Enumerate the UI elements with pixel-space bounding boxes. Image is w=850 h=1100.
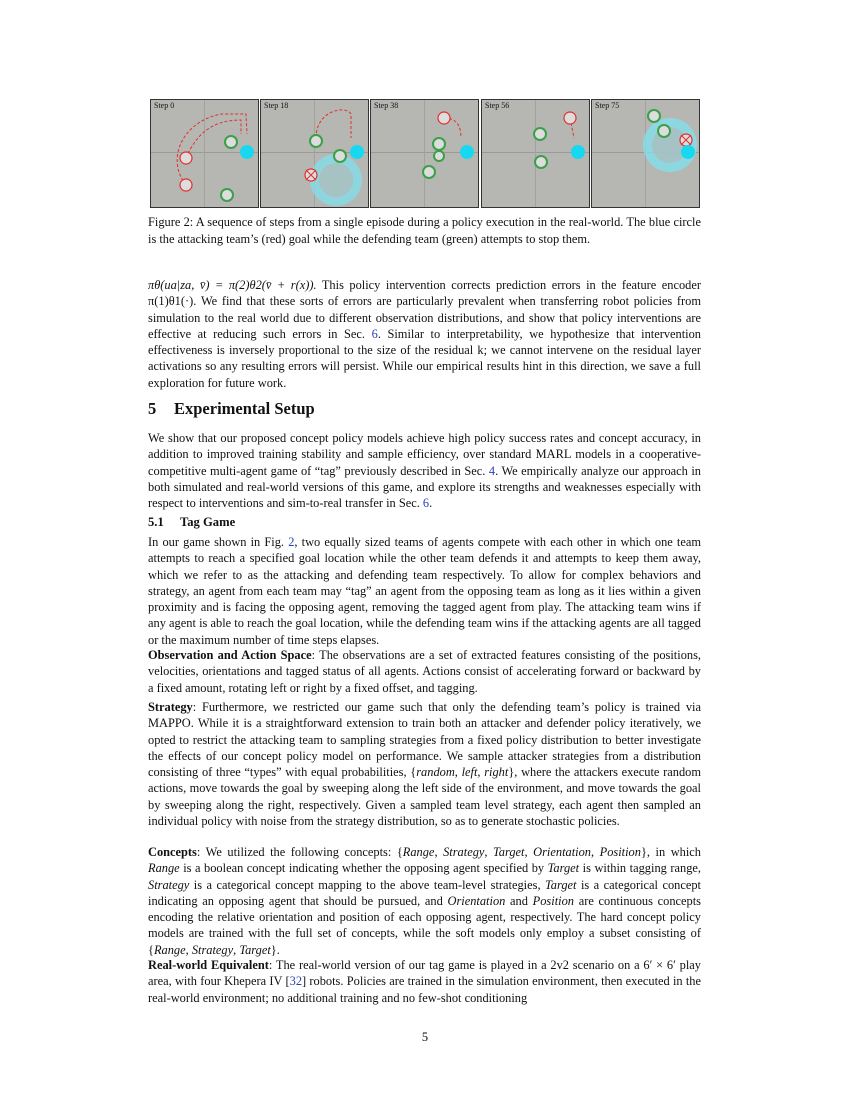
step-panel [481, 99, 590, 208]
arena-image [151, 100, 258, 207]
subsection-heading: 5.1 Tag Game [148, 515, 236, 529]
section-ref-link[interactable]: 6 [422, 496, 430, 511]
figure-2 [150, 99, 700, 208]
panel-label: Step 18 [264, 101, 289, 110]
citation-link[interactable]: 32 [289, 974, 303, 989]
step-panel [260, 99, 369, 208]
panel-label: Step 56 [485, 101, 510, 110]
section-ref-link[interactable]: 6 [371, 326, 378, 341]
section-ref-link[interactable]: 4 [488, 463, 496, 478]
panel-label: Step 38 [374, 101, 399, 110]
page-number: 5 [421, 1030, 429, 1044]
concepts-paragraph: Concepts: We utilized the following concepts: {Range, Strategy, Target, Orientation, Position}, in which Range is a boolean concept indicating whether the opposing agent specified by Target is within tagging range, Strategy is a categorical concept mapping to the above team-level strategies, Target is a categorical concept indicating an opposing agent that should be pursued, and Orientation and Position are continuous concepts encoding the relative orientation and position of each opposing agent, respectively. The hard concept policy models are trained with the full set of concepts, while the soft models only employ a subset consisting of {Range, Strategy, Target}. [148, 845, 702, 957]
step-panel [370, 99, 479, 208]
panel-label: Step 0 [154, 101, 175, 110]
figure-caption: Figure 2: A sequence of steps from a single episode during a policy execution in the real-world. The blue circle is the attacking team’s (red) goal while the defending team (green) attempts to stop them. [148, 215, 701, 246]
observation-paragraph: Observation and Action Space: The observations are a set of extracted features consisting of the positions, velocities, orientations and tagged status of all agents. Actions consist of accelerating forward or backward by a fixed amount, rotating left or right by a fixed offset, and tagging. [148, 648, 702, 695]
real-world-paragraph: Real-world Equivalent: The real-world version of our tag game is played in a 2v2 scenario on a 6′ × 6′ play area, with four Khepera IV [32] robots. Policies are trained in the simulation environment, then executed in the real-world environment; no additional training and no few-shot conditioning [148, 958, 701, 1005]
arena-image [261, 100, 368, 207]
tag-game-paragraph: In our game shown in Fig. 2, two equally sized teams of agents compete with each other in which one team attempts to reach a specified goal location while the other team defends it and attempts to keep them away, which we refer to as the attacking and defending team respectively. To allow for complex behaviors and strategy, an agent from each team may “tag” an agent from the opposing team as long as it lies within a given proximity and is facing the opposing agent, removing the tagged agent from play. The attacking team wins if any agent is able to reach the goal location, while the defending team wins if the attacking agents are all tagged or the maximum number of time steps elapses. [148, 535, 701, 647]
section-heading: 5 Experimental Setup [148, 399, 315, 418]
policy-formula: πθ(ua|za, v̄) = π(2)θ2(v̄ + r(x)). [148, 278, 317, 292]
arena-image [592, 100, 699, 207]
intervention-paragraph: πθ(ua|za, v̄) = π(2)θ2(v̄ + r(x)). This policy intervention corrects prediction errors in the feature encoder π(1)θ1(·). We find that these sorts of errors are particularly prevalent when transferring robot policies from simulation to the real world due to different observation distributions, and show that policy interventions are effective at reducing such errors in Sec. 6. Similar to interpretability, we hypothesize that intervention effectiveness is inversely proportional to the size of the residual k; we cannot intervene on the residual layer activations so any resulting errors will persist. While our empirical results hint in this direction, we save a full exploration for future work. [148, 278, 702, 390]
strategy-paragraph: Strategy: Furthermore, we restricted our game such that only the defending team’s policy is trained via MAPPO. While it is a straightforward extension to train both an attacker and defender policy iteratively, we opted to restrict the attacking team to sampling strategies from a fixed policy distribution to better investigate the effects of our concept policy model on performance. We sample attacker strategies from a distribution consisting of three “types” with equal probabilities, {random, left, right}, where the attackers execute random actions, move towards the goal by sweeping along the left side of the environment, and move towards the goal by sweeping along the right, respectively. Given a sampled team level strategy, each agent then sampled an individual policy with noise from the strategy distribution, so as to generate stochastic policies. [148, 700, 701, 829]
section-5-intro: We show that our proposed concept policy models achieve high policy success rates and concept accuracy, in addition to improved training stability and sample efficiency, over standard MARL models in a cooperative-competitive multi-agent game of “tag” previously described in Sec. 4. We empirically analyze our approach in both simulated and real-world versions of this game, and explore its strengths and weaknesses especially with respect to interventions and sim-to-real transfer in Sec. 6. [148, 431, 701, 511]
arena-image [482, 100, 589, 207]
step-panel [591, 99, 700, 208]
figure-ref-link[interactable]: 2 [288, 535, 295, 549]
step-panel [150, 99, 259, 208]
panel-label: Step 75 [595, 101, 620, 110]
arena-image [371, 100, 478, 207]
